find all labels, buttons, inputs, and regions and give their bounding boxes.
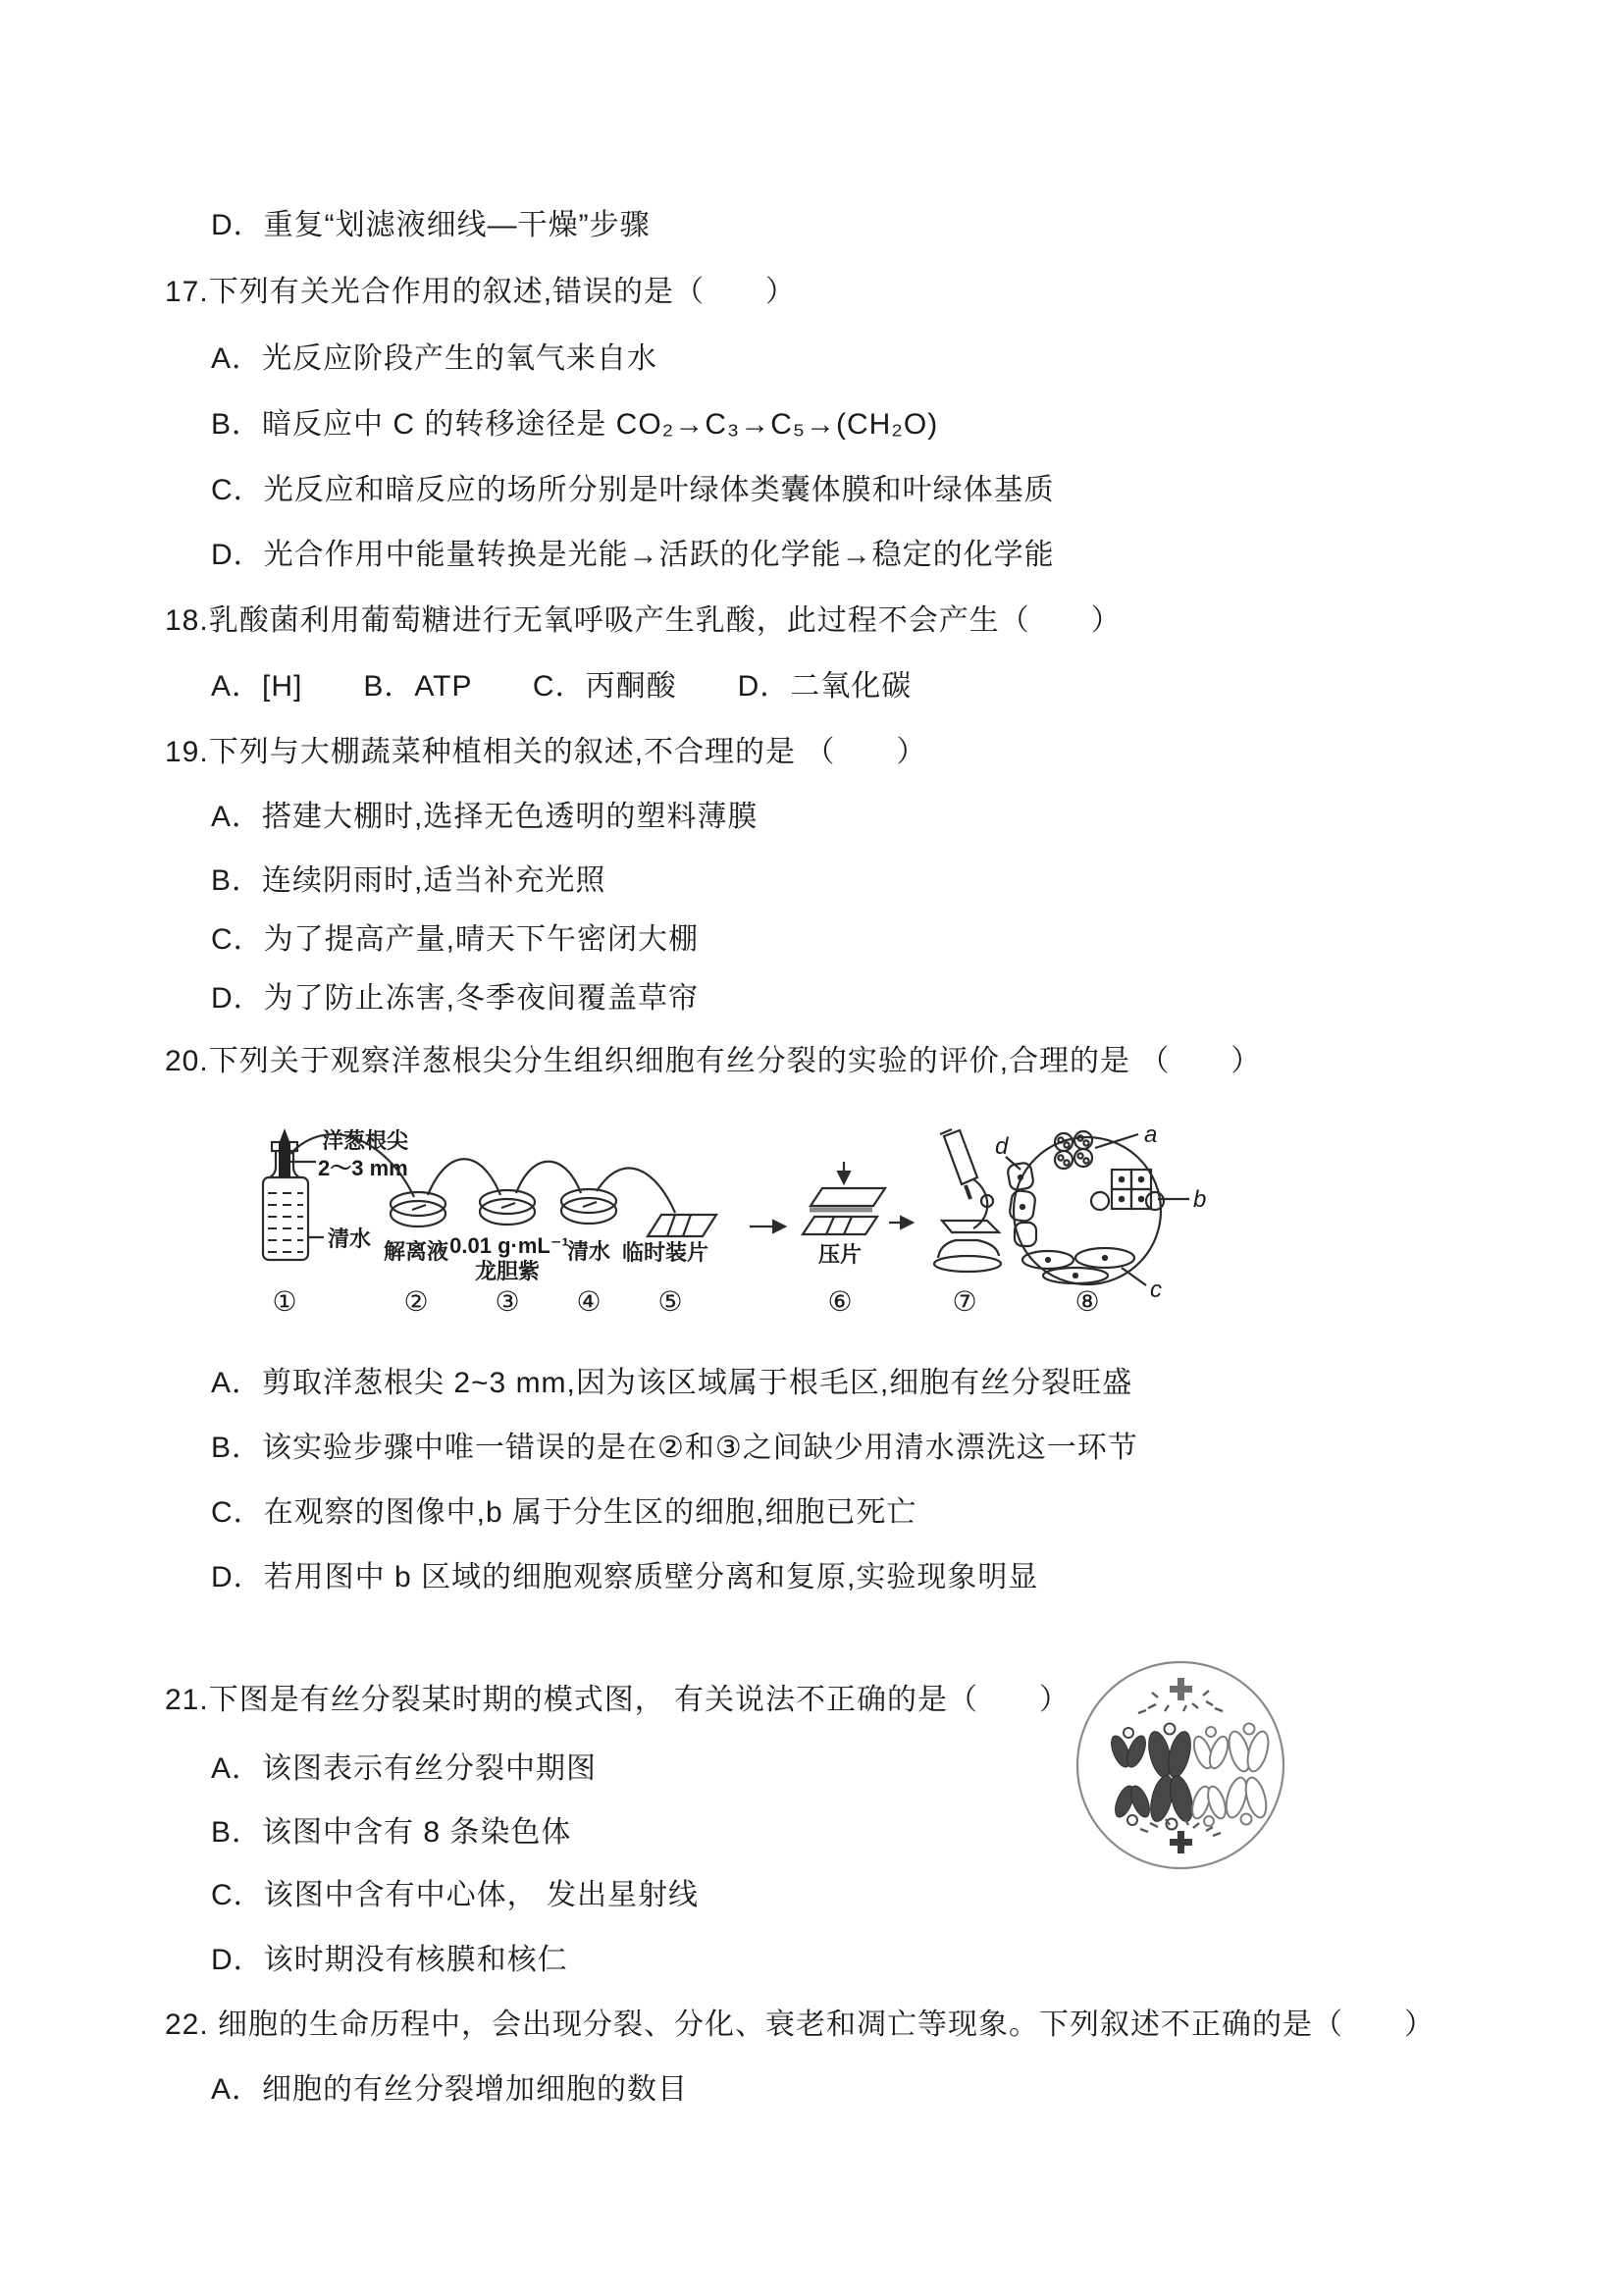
cells-b xyxy=(1091,1170,1189,1210)
q17-option-c: C．光反应和暗反应的场所分别是叶绿体类囊体膜和叶绿体基质 xyxy=(211,474,1055,506)
q21-option-d: D．该时期没有核膜和核仁 xyxy=(211,1944,568,1976)
press-step xyxy=(803,1162,885,1234)
cell-label-c: c xyxy=(1150,1277,1162,1303)
cell-label-b: b xyxy=(1193,1186,1207,1213)
q20-option-b: B．该实验步骤中唯一错误的是在②和③之间缺少用清水漂洗这一环节 xyxy=(211,1432,1138,1464)
step-num-6: ⑥ xyxy=(827,1286,853,1317)
temporary-slide xyxy=(648,1215,716,1236)
step-num-2: ② xyxy=(403,1286,429,1317)
step-num-1: ① xyxy=(272,1286,297,1317)
q19-option-b: B．连续阴雨时,适当补充光照 xyxy=(211,864,606,897)
cell-label-a: a xyxy=(1144,1122,1158,1148)
q18-options-row: A．[H] B．ATP C．丙酮酸 D．二氧化碳 xyxy=(211,670,913,703)
step-num-7: ⑦ xyxy=(952,1286,977,1317)
q17-option-b: B．暗反应中 C 的转移途径是 CO₂→C₃→C₅→(CH₂O) xyxy=(211,408,939,441)
q20-option-c: C．在观察的图像中,b 属于分生区的细胞,细胞已死亡 xyxy=(211,1496,917,1529)
step-num-3: ③ xyxy=(495,1286,520,1317)
q18-stem: 18.乳酸菌利用葡萄糖进行无氧呼吸产生乳酸，此过程不会产生（ ） xyxy=(165,604,1122,637)
q22-stem: 22. 细胞的生命历程中，会出现分裂、分化、衰老和凋亡等现象。下列叙述不正确的是（ ） xyxy=(165,2009,1436,2041)
dish1-label: 解离液 xyxy=(383,1239,449,1264)
q21-option-a: A．该图表示有丝分裂中期图 xyxy=(211,1752,598,1785)
root-label: 洋葱根尖 xyxy=(322,1128,409,1153)
step-num-5: ⑤ xyxy=(657,1286,683,1317)
dish3-label: 清水 xyxy=(566,1239,611,1264)
q20-option-d: D．若用图中 b 区域的细胞观察质壁分离和复原,实验现象明显 xyxy=(211,1561,1039,1593)
cell-label-d: d xyxy=(995,1133,1009,1160)
step-num-8: ⑧ xyxy=(1074,1286,1100,1317)
q17-option-d: D．光合作用中能量转换是光能→活跃的化学能→稳定的化学能 xyxy=(211,539,1055,571)
q21-stem: 21.下图是有丝分裂某时期的模式图， 有关说法不正确的是（ ） xyxy=(165,1684,1071,1716)
q17-stem: 17.下列有关光合作用的叙述,错误的是（ ） xyxy=(165,276,797,308)
press-label: 压片 xyxy=(817,1242,863,1267)
root-size-label: 2～3 mm xyxy=(318,1156,408,1180)
dish2-label-line1: 0.01 g·mL⁻¹ xyxy=(449,1233,569,1258)
stain-dish xyxy=(480,1190,535,1225)
dish2-label-line2: 龙胆紫 xyxy=(474,1259,541,1283)
q19-option-a: A．搭建大棚时,选择无色透明的塑料薄膜 xyxy=(211,801,759,833)
q20-experiment-figure xyxy=(224,1113,1234,1329)
water-dashes xyxy=(268,1193,303,1252)
q16-option-d: D．重复“划滤液细线—干燥”步骤 xyxy=(211,209,651,241)
onion-root-tip xyxy=(279,1128,290,1177)
q21-option-b: B．该图中含有 8 条染色体 xyxy=(211,1816,572,1849)
q19-option-d: D．为了防止冻害,冬季夜间覆盖草帘 xyxy=(211,982,699,1015)
q19-option-c: C．为了提高产量,晴天下午密闭大棚 xyxy=(211,923,699,956)
field-of-view xyxy=(995,1122,1206,1303)
q20-stem: 20.下列关于观察洋葱根尖分生组织细胞有丝分裂的实验的评价,合理的是 （ ） xyxy=(165,1045,1262,1077)
microscope-drawing xyxy=(934,1129,1001,1272)
water-bottle xyxy=(263,1128,324,1260)
dissociation-dish xyxy=(391,1192,445,1226)
q19-stem: 19.下列与大棚蔬菜种植相关的叙述,不合理的是 （ ） xyxy=(165,736,927,768)
slide-label: 临时装片 xyxy=(621,1240,709,1265)
q17-option-a: A．光反应阶段产生的氧气来自水 xyxy=(211,342,658,375)
rinse-dish xyxy=(561,1189,616,1224)
q22-option-a: A．细胞的有丝分裂增加细胞的数目 xyxy=(211,2073,689,2106)
bottle-water-label: 清水 xyxy=(328,1226,372,1251)
step-num-4: ④ xyxy=(576,1286,602,1317)
q20-option-a: A．剪取洋葱根尖 2~3 mm,因为该区域属于根毛区,细胞有丝分裂旺盛 xyxy=(211,1367,1133,1399)
q21-option-c: C．该图中含有中心体， 发出星射线 xyxy=(211,1879,699,1911)
cells-d xyxy=(1006,1157,1036,1246)
q21-mitosis-cell-figure xyxy=(1068,1654,1293,1880)
